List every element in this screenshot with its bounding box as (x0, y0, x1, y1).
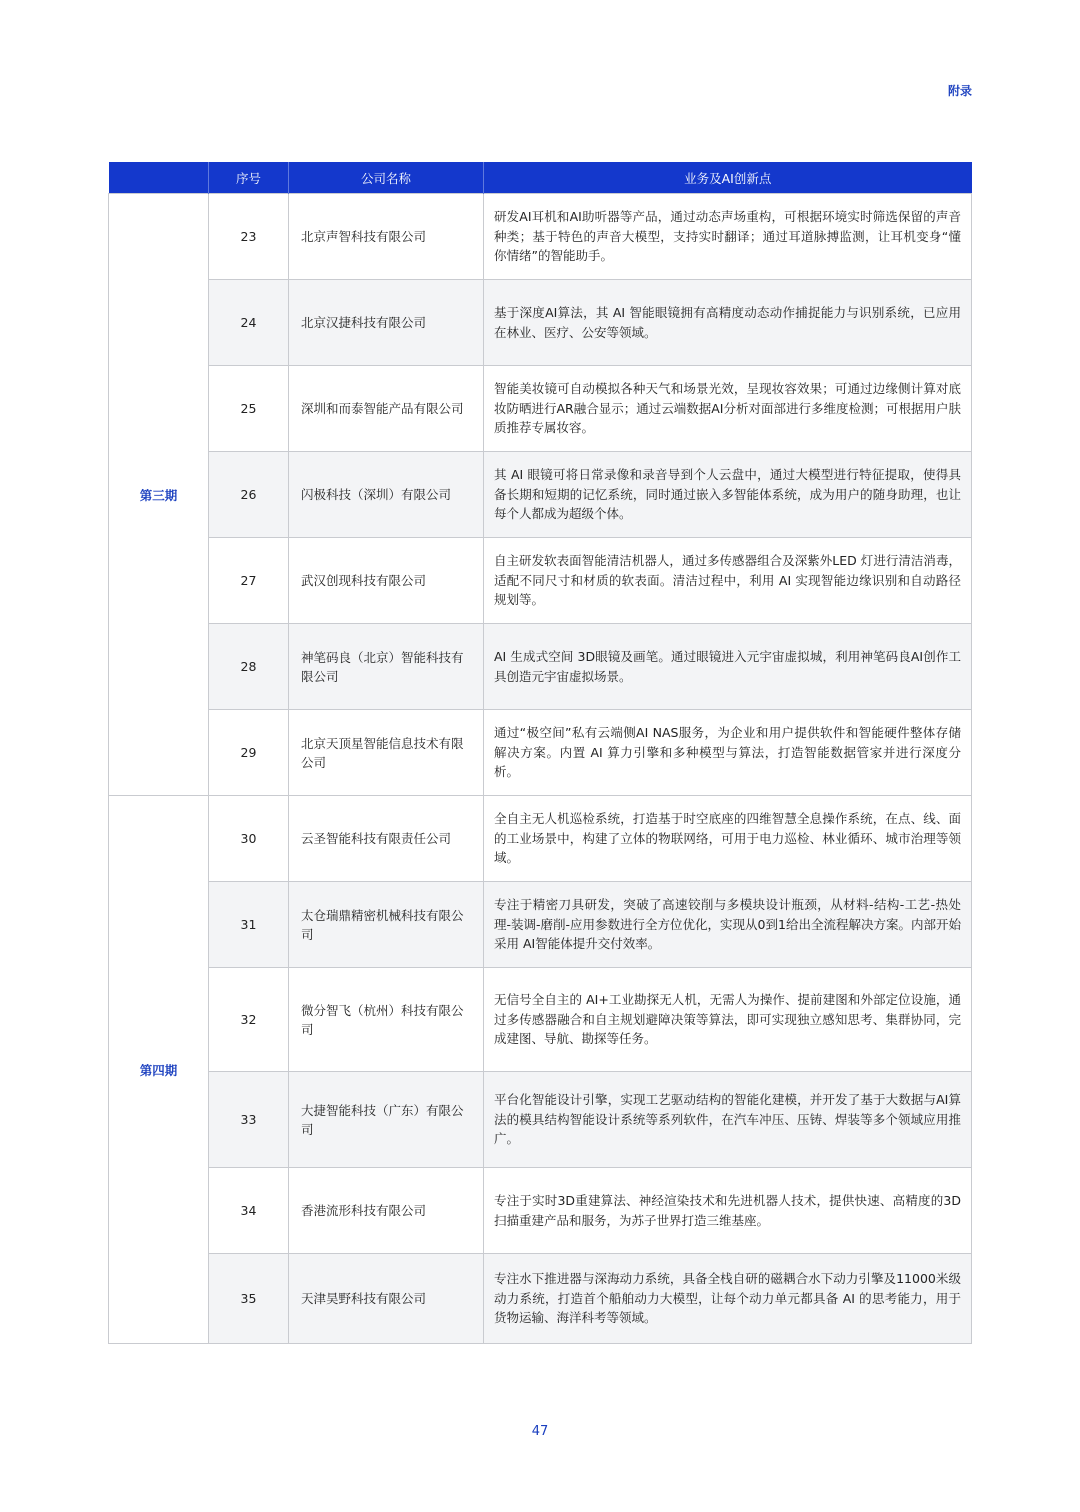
table-row (109, 882, 972, 968)
business-description: AI 生成式空间 3D眼镜及画笔。通过眼镜进入元宇宙虚拟城，利用神笔码良AI创作工具创造元宇宙虚拟场景。 (484, 624, 972, 710)
table-header-row (109, 162, 972, 194)
period-label: 第四期 (109, 796, 209, 1344)
table-row (109, 1168, 972, 1254)
row-number: 35 (209, 1254, 289, 1344)
company-name: 香港流形科技有限公司 (289, 1168, 484, 1254)
business-description: 专注水下推进器与深海动力系统，具备全栈自研的磁耦合水下动力引擎及11000米级动力系统，打造首个船舶动力大模型，让每个动力单元都具备 AI 的思考能力，用于货物运输、海洋科考等领域。 (484, 1254, 972, 1344)
table-row (109, 1072, 972, 1168)
table-row (109, 1254, 972, 1344)
company-name: 武汉创现科技有限公司 (289, 538, 484, 624)
company-name: 云圣智能科技有限责任公司 (289, 796, 484, 882)
header-company: 公司名称 (289, 162, 484, 194)
company-name: 深圳和而泰智能产品有限公司 (289, 366, 484, 452)
business-description: 全自主无人机巡检系统，打造基于时空底座的四维智慧全息操作系统，在点、线、面的工业场景中，构建了立体的物联网络，可用于电力巡检、林业循环、城市治理等领域。 (484, 796, 972, 882)
row-number: 23 (209, 194, 289, 280)
table-row (109, 968, 972, 1072)
business-description: 自主研发软表面智能清洁机器人，通过多传感器组合及深紫外LED 灯进行清洁消毒，适配不同尺寸和材质的软表面。清洁过程中，利用 AI 实现智能边缘识别和自动路径规划等。 (484, 538, 972, 624)
business-description: 无信号全自主的 AI+工业勘探无人机，无需人为操作、提前建图和外部定位设施，通过多传感器融合和自主规划避障决策等算法，即可实现独立感知思考、集群协同，完成建图、导航、勘探等任务。 (484, 968, 972, 1072)
row-number: 32 (209, 968, 289, 1072)
business-description: 智能美妆镜可自动模拟各种天气和场景光效，呈现妆容效果；可通过边缘侧计算对底妆防晒进行AR融合显示；通过云端数据AI分析对面部进行多维度检测；可根据用户肤质推荐专属妆容。 (484, 366, 972, 452)
table-row (109, 538, 972, 624)
company-name: 神笔码良（北京）智能科技有限公司 (289, 624, 484, 710)
company-name: 太仓瑞鼎精密机械科技有限公司 (289, 882, 484, 968)
page-number: 47 (531, 1424, 549, 1439)
section-label: 附录 (947, 84, 972, 98)
business-description: 基于深度AI算法，其 AI 智能眼镜拥有高精度动态动作捕捉能力与识别系统，已应用在林业、医疗、公安等领域。 (484, 280, 972, 366)
company-name: 大捷智能科技（广东）有限公司 (289, 1072, 484, 1168)
row-number: 29 (209, 710, 289, 796)
row-number: 24 (209, 280, 289, 366)
period-label: 第三期 (109, 194, 209, 796)
business-description: 专注于精密刀具研发，突破了高速铰削与多模块设计瓶颈，从材料-结构-工艺-热处理-装调-磨削-应用参数进行全方位优化，实现从0到1给出全流程解决方案。内部开始采用 AI智能体提升交付效率。 (484, 882, 972, 968)
business-description: 其 AI 眼镜可将日常录像和录音导到个人云盘中，通过大模型进行特征提取，使得具备长期和短期的记忆系统，同时通过嵌入多智能体系统，成为用户的随身助理，也让每个人都成为超级个体。 (484, 452, 972, 538)
business-description: 平台化智能设计引擎，实现工艺驱动结构的智能化建模，并开发了基于大数据与AI算法的模具结构智能设计系统等系列软件，在汽车冲压、压铸、焊装等多个领域应用推广。 (484, 1072, 972, 1168)
company-name: 北京声智科技有限公司 (289, 194, 484, 280)
table-row (109, 796, 972, 882)
row-number: 27 (209, 538, 289, 624)
header-number: 序号 (209, 162, 289, 194)
company-name: 北京汉捷科技有限公司 (289, 280, 484, 366)
company-name: 北京天顶星智能信息技术有限公司 (289, 710, 484, 796)
row-number: 26 (209, 452, 289, 538)
row-number: 33 (209, 1072, 289, 1168)
header-period (109, 162, 209, 194)
row-number: 30 (209, 796, 289, 882)
company-name: 闪极科技（深圳）有限公司 (289, 452, 484, 538)
row-number: 34 (209, 1168, 289, 1254)
row-number: 25 (209, 366, 289, 452)
row-number: 28 (209, 624, 289, 710)
business-description: 专注于实时3D重建算法、神经渲染技术和先进机器人技术，提供快速、高精度的3D扫描重建产品和服务，为苏子世界打造三维基座。 (484, 1168, 972, 1254)
table-row (109, 710, 972, 796)
table-row (109, 366, 972, 452)
table-row (109, 280, 972, 366)
table-row (109, 452, 972, 538)
row-number: 31 (209, 882, 289, 968)
table-row (109, 194, 972, 280)
header-description: 业务及AI创新点 (484, 162, 972, 194)
business-description: 研发AI耳机和AI助听器等产品，通过动态声场重构，可根据环境实时筛选保留的声音种类；基于特色的声音大模型，支持实时翻译；通过耳道脉搏监测，让耳机变身“懂你情绪”的智能助手。 (484, 194, 972, 280)
company-name: 天津昊野科技有限公司 (289, 1254, 484, 1344)
company-name: 微分智飞（杭州）科技有限公司 (289, 968, 484, 1072)
business-description: 通过“极空间”私有云端侧AI NAS服务，为企业和用户提供软件和智能硬件整体存储解决方案。内置 AI 算力引擎和多种模型与算法，打造智能数据管家并进行深度分析。 (484, 710, 972, 796)
table-row (109, 624, 972, 710)
company-table (108, 162, 972, 1344)
